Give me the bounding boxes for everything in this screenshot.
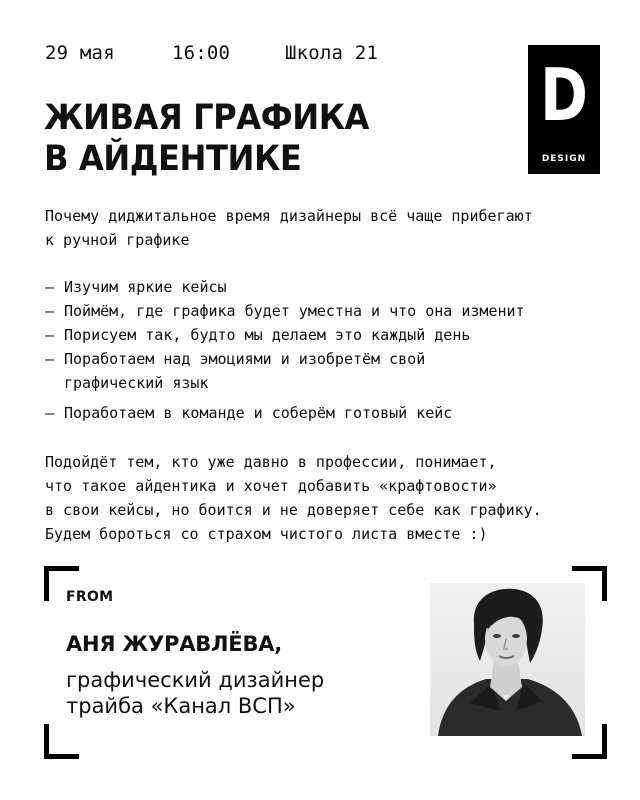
agenda-item-text: Поработаем в команде и соберём готовый кейс <box>64 404 453 422</box>
from-label: FROM <box>66 589 114 605</box>
agenda-item <box>45 299 605 323</box>
agenda-item <box>45 401 605 425</box>
agenda-item-text: Поймём, где графика будет уместна и что она изменит <box>64 302 525 320</box>
design-logo <box>528 45 600 174</box>
agenda-list <box>45 275 605 425</box>
speaker-photo <box>430 583 585 736</box>
logo-word: DESIGN <box>541 154 587 164</box>
agenda-item <box>45 275 605 299</box>
event-date: 29 мая <box>45 42 115 64</box>
speaker-role-line-2: трайба «Канал ВСП» <box>66 694 296 718</box>
agenda-item <box>45 347 605 395</box>
agenda-item-text: – Поработаем над эмоциями и изобретём свой <box>64 350 426 368</box>
logo-letter: D <box>540 53 588 137</box>
speaker-portrait-illustration <box>430 583 585 736</box>
audience-text <box>45 450 605 546</box>
speaker-name: АНЯ ЖУРАВЛЁВА, <box>66 632 283 656</box>
event-time: 16:00 <box>172 42 231 64</box>
audience-line-3: в свои кейсы, но боится и не доверяет себе как графику. <box>45 501 542 519</box>
title-line-1: ЖИВАЯ ГРАФИКА <box>44 98 370 138</box>
intro-line-1: Почему диджитальное время дизайнеры всё чаще прибегают <box>45 207 533 225</box>
intro-text <box>45 204 605 252</box>
audience-line-2: что такое айдентика и хочет добавить «крафтовости» <box>45 477 497 495</box>
agenda-item-text-continued: графический язык <box>64 374 209 392</box>
agenda-item <box>45 323 605 347</box>
frame-corner-bottom-left <box>44 724 79 759</box>
agenda-item-text: Порисуем так, будто мы делаем это каждый день <box>64 326 471 344</box>
speaker-role <box>66 667 406 719</box>
audience-line-1: Подойдёт тем, кто уже давно в профессии, понимает, <box>45 453 497 471</box>
title-line-2: В АЙДЕНТИКЕ <box>44 139 302 179</box>
audience-line-4: Будем бороться со страхом чистого листа вместе :) <box>45 525 488 543</box>
event-place: Школа 21 <box>285 42 379 64</box>
speaker-role-line-1: графический дизайнер <box>66 668 325 692</box>
event-title <box>44 98 449 180</box>
agenda-item-text: Изучим яркие кейсы <box>64 278 227 296</box>
intro-line-2: к ручной графике <box>45 231 190 249</box>
